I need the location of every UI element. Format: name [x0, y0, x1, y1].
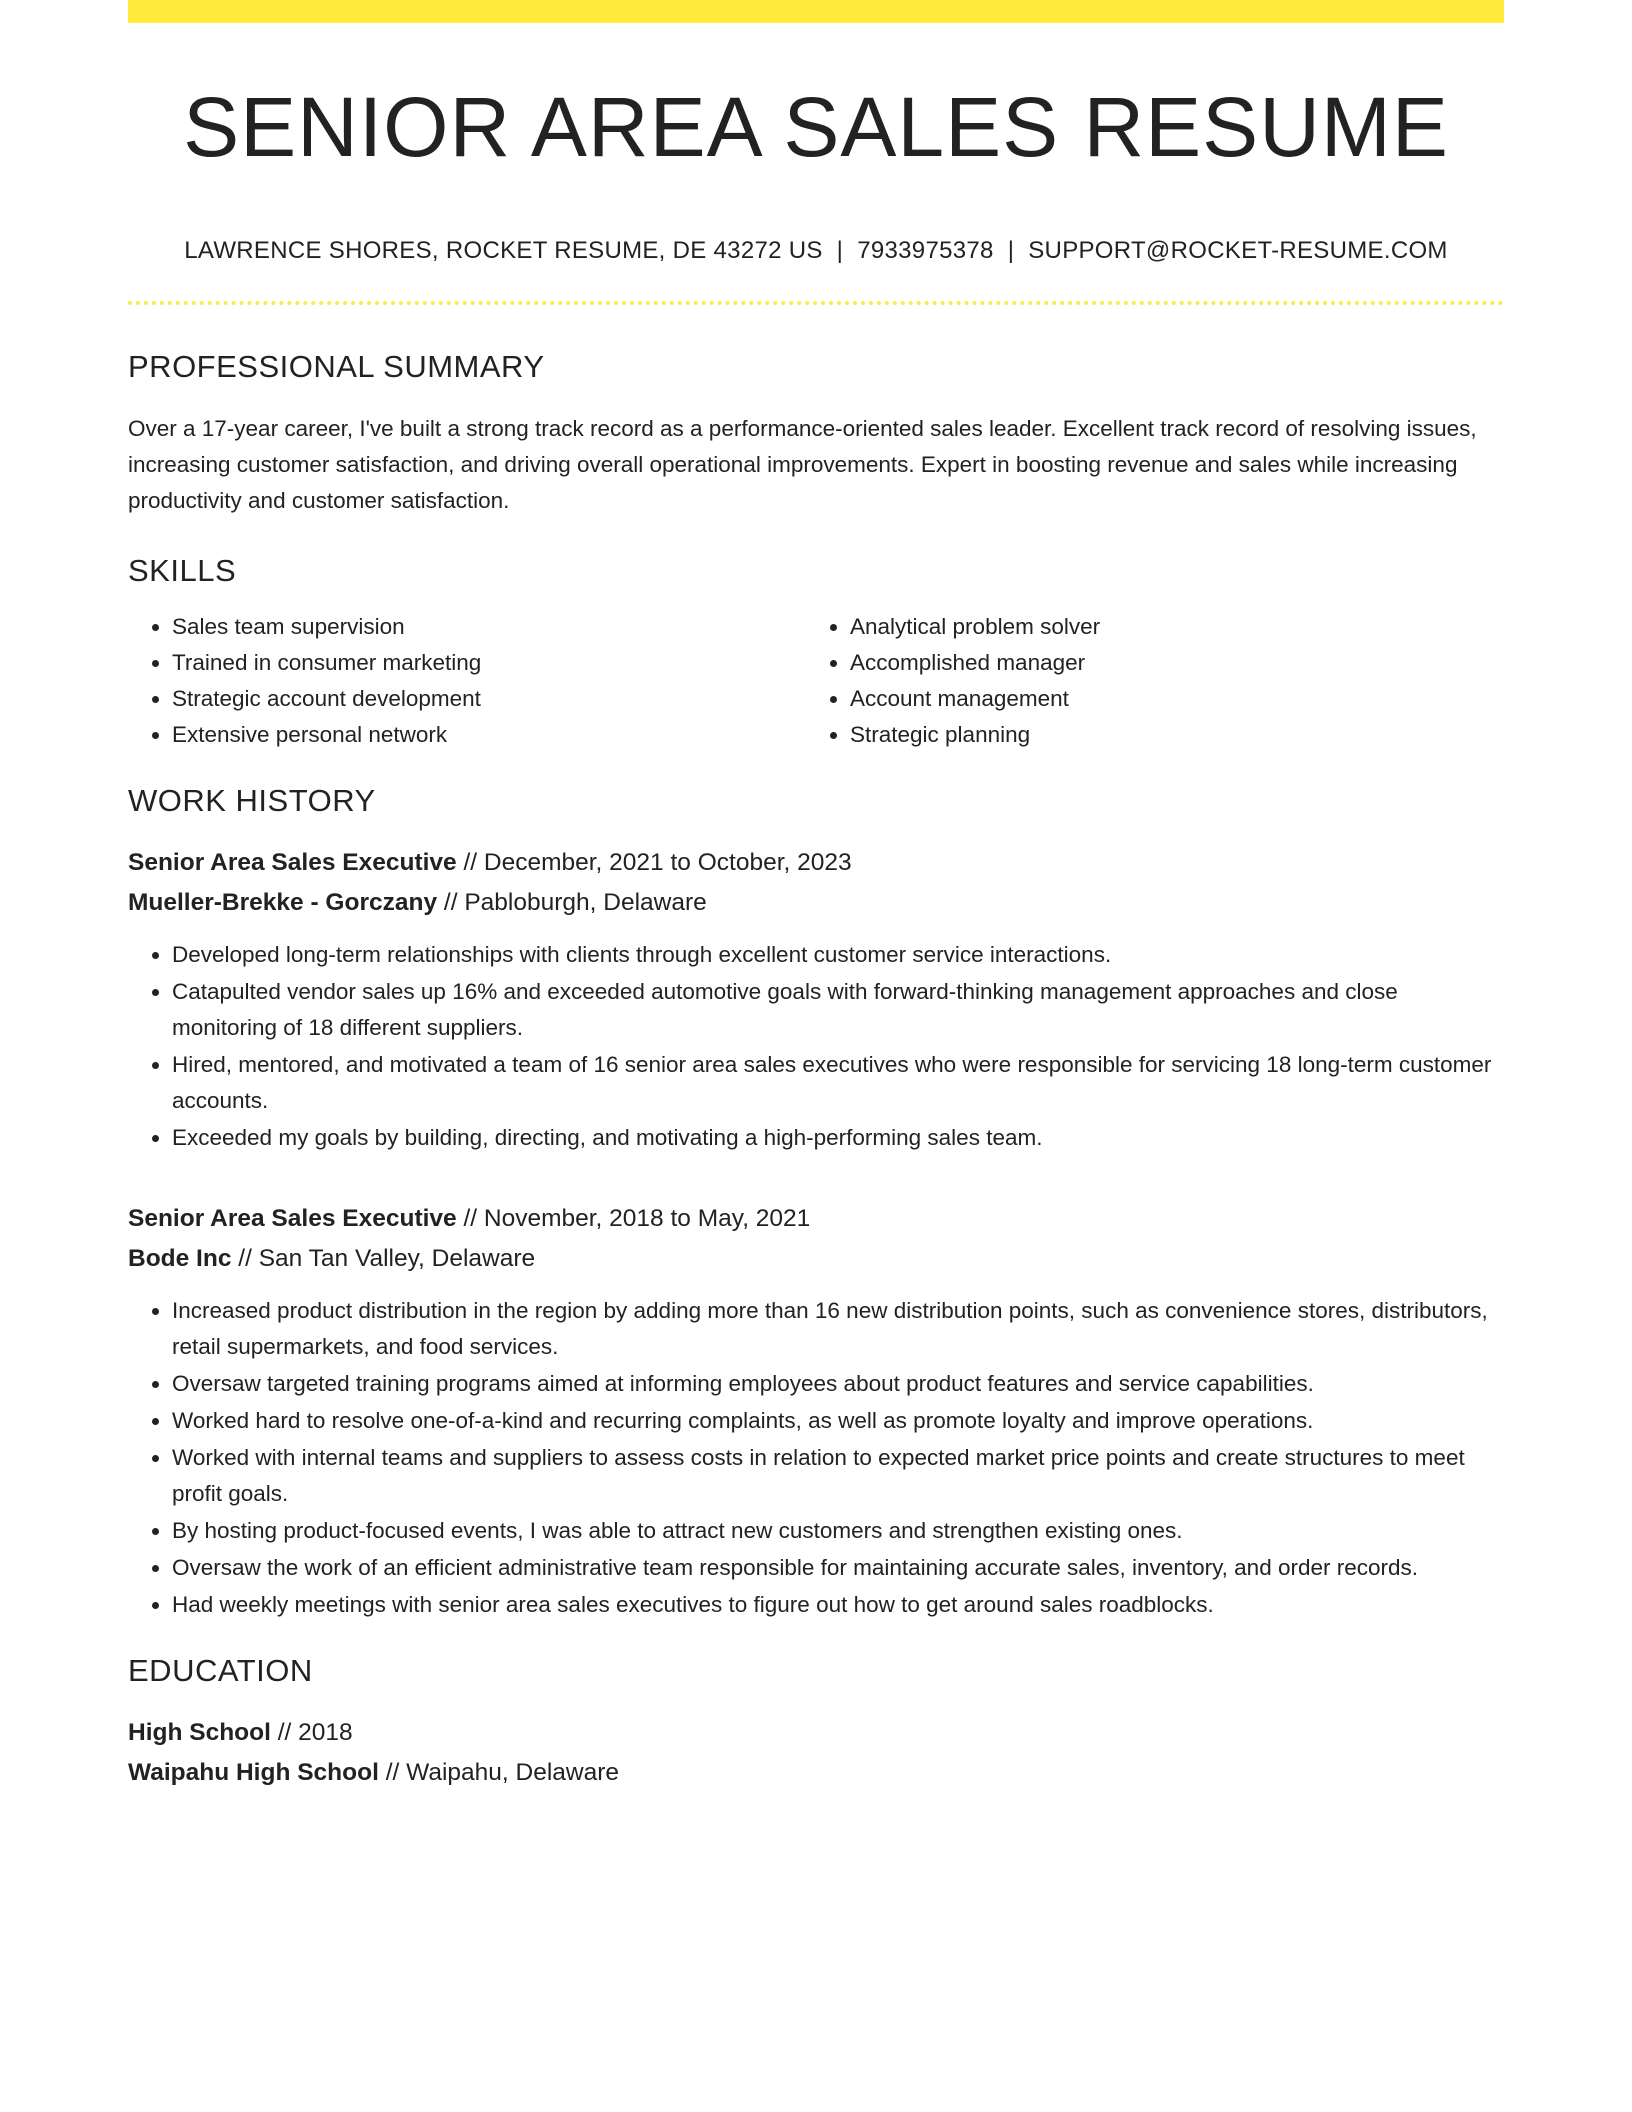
work-history-section: [128, 783, 1504, 1623]
contact-email: SUPPORT@ROCKET-RESUME.COM: [1028, 237, 1448, 265]
summary-heading: PROFESSIONAL SUMMARY: [128, 349, 545, 385]
education-school: Waipahu High School: [128, 1759, 379, 1787]
job-bullet: • Exceeded my goals by building, directing, and motivating a high-performing sales team.: [172, 1120, 1504, 1156]
contact-separator: |: [836, 237, 844, 265]
job-location: // San Tan Valley, Delaware: [231, 1245, 536, 1273]
skill-item: • Trained in consumer marketing: [172, 645, 806, 681]
job-company: Bode Inc: [128, 1245, 232, 1273]
job-bullet: • Worked hard to resolve one-of-a-kind and recurring complaints, as well as promote loyalty and improve operations.: [172, 1403, 1504, 1439]
resume-title: SENIOR AREA SALES RESUME: [183, 80, 1449, 174]
job-bullet: • Increased product distribution in the region by adding more than 16 new distribution points, such as convenience stores, distributors, retail supermarkets, and food services.: [172, 1293, 1504, 1365]
skills-left-list: [128, 609, 806, 753]
job-company-line: [128, 883, 1504, 923]
skill-item: • Analytical problem solver: [850, 609, 1484, 645]
job-bullet: • Had weekly meetings with senior area sales executives to figure out how to get around sales roadblocks.: [172, 1587, 1504, 1623]
job-bullets: [128, 1293, 1504, 1623]
job-bullet: • Hired, mentored, and motivated a team of 16 senior area sales executives who were responsible for servicing 18 long-term customer accounts.: [172, 1047, 1504, 1119]
contact-line: [128, 237, 1504, 265]
job-title: Senior Area Sales Executive: [128, 1205, 457, 1233]
education-section: [128, 1653, 1504, 1793]
skill-item: • Accomplished manager: [850, 645, 1484, 681]
job-dates: // December, 2021 to October, 2023: [456, 849, 852, 877]
dotted-divider: [128, 301, 1504, 305]
job-bullet: • Oversaw targeted training programs aimed at informing employees about product features and service capabilities.: [172, 1366, 1504, 1402]
job-spacer: [128, 1157, 1504, 1175]
education-degree: High School: [128, 1719, 271, 1747]
education-school-line: [128, 1753, 1504, 1793]
job-title: Senior Area Sales Executive: [128, 849, 457, 877]
skills-section: [128, 553, 1504, 753]
skill-item: • Sales team supervision: [172, 609, 806, 645]
resume-page: [128, 0, 1504, 1793]
contact-phone: 7933975378: [857, 237, 994, 265]
skills-columns: [128, 609, 1504, 753]
job-bullet: • Catapulted vendor sales up 16% and exceeded automotive goals with forward-thinking management approaches and close monitoring of 18 different suppliers.: [172, 974, 1504, 1046]
job-title-line: [128, 1199, 1504, 1239]
education-heading: EDUCATION: [128, 1653, 313, 1689]
education-location: // Waipahu, Delaware: [378, 1759, 620, 1787]
job-company-line: [128, 1239, 1504, 1279]
job-company: Mueller-Brekke - Gorczany: [128, 889, 438, 917]
job-bullet: • Worked with internal teams and suppliers to assess costs in relation to expected market price points and create structures to meet profit goals.: [172, 1440, 1504, 1512]
job-location: // Pabloburgh, Delaware: [437, 889, 707, 917]
education-degree-line: [128, 1713, 1504, 1753]
job-entry: [128, 843, 1504, 1156]
work-history-heading: WORK HISTORY: [128, 783, 376, 819]
contact-address: LAWRENCE SHORES, ROCKET RESUME, DE 43272 US: [184, 237, 823, 265]
skill-item: • Extensive personal network: [172, 717, 806, 753]
skills-heading: SKILLS: [128, 553, 237, 589]
skill-item: • Strategic planning: [850, 717, 1484, 753]
job-title-line: [128, 843, 1504, 883]
job-entry: [128, 1199, 1504, 1623]
skill-item: • Account management: [850, 681, 1484, 717]
education-year: // 2018: [270, 1719, 353, 1747]
job-bullets: [128, 937, 1504, 1156]
job-bullet: • By hosting product-focused events, I was able to attract new customers and strengthen existing ones.: [172, 1513, 1504, 1549]
job-bullet: • Developed long-term relationships with clients through excellent customer service interactions.: [172, 937, 1504, 973]
contact-separator: |: [1007, 237, 1015, 265]
job-bullet: • Oversaw the work of an efficient administrative team responsible for maintaining accurate sales, inventory, and order records.: [172, 1550, 1504, 1586]
accent-top-bar: [128, 0, 1504, 23]
skills-right-list: [806, 609, 1484, 753]
job-dates: // November, 2018 to May, 2021: [456, 1205, 811, 1233]
summary-text: Over a 17-year career, I've built a strong track record as a performance-oriented sales leader. Excellent track record of resolving issues, increasing customer satisfaction, and driving overall operational improvements. Expert in boosting revenue and sales while increasing productivity and customer satisfaction.: [128, 416, 1477, 514]
skill-item: • Strategic account development: [172, 681, 806, 717]
summary-section: [128, 349, 1504, 519]
